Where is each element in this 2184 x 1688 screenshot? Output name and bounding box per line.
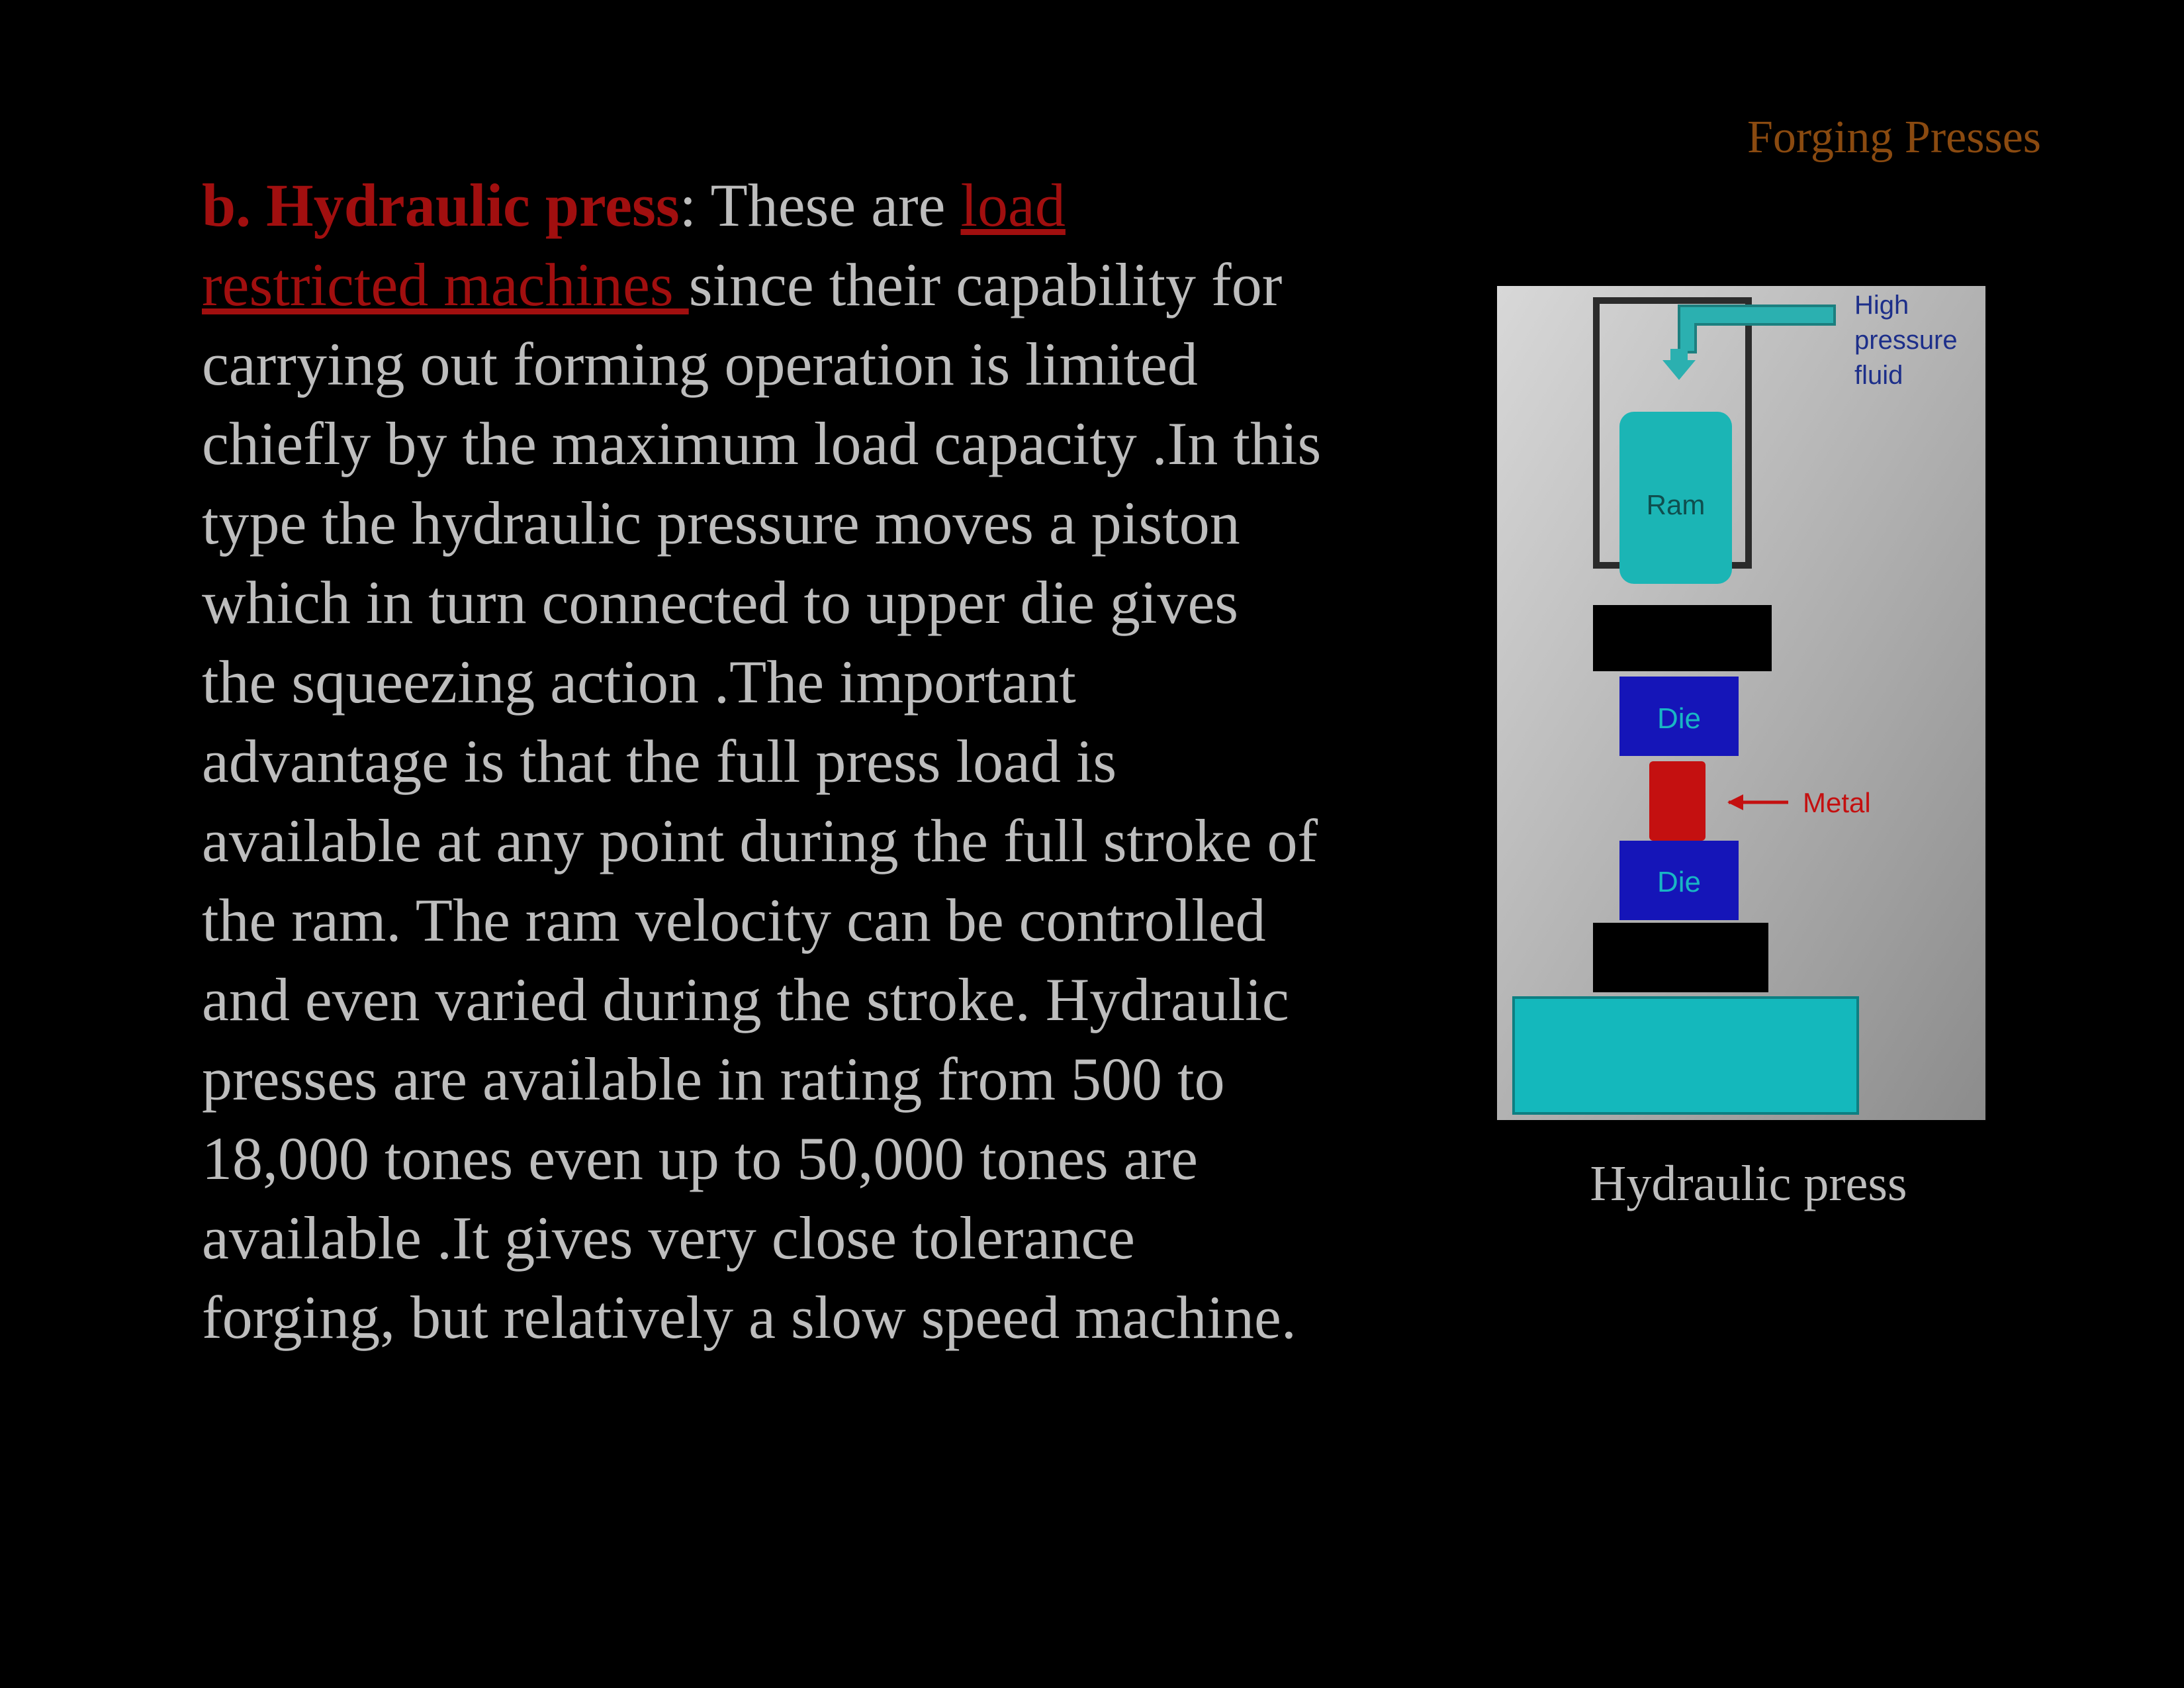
body-text-segment: chiefly by the maximum load capacity .In this <box>202 410 1322 477</box>
body-line <box>202 1039 1446 1119</box>
fluid-label-line3: fluid <box>1854 361 1903 390</box>
body-text-segment: the squeezing action .The important <box>202 648 1076 716</box>
body-text-segment: : These are <box>679 171 961 239</box>
press-base <box>1514 998 1858 1113</box>
body-text-segment: 18,000 tones even up to 50,000 tones are <box>202 1125 1198 1192</box>
highlighted-term: restricted machines <box>202 251 689 318</box>
body-text-segment: available .It gives very close tolerance <box>202 1204 1136 1272</box>
body-line <box>202 563 1446 642</box>
body-text-segment: since their capability for <box>688 251 1283 318</box>
body-text-segment: the ram. The ram velocity can be controlled <box>202 886 1266 954</box>
body-text-segment: and even varied during the stroke. Hydraulic <box>202 966 1289 1033</box>
body-text-segment: which in turn connected to upper die gives <box>202 569 1239 636</box>
body-line <box>202 1198 1446 1278</box>
body-line <box>202 1119 1446 1198</box>
fluid-label-line2: pressure <box>1854 326 1958 355</box>
body-line <box>202 642 1446 722</box>
diagram-background <box>1497 286 1985 1120</box>
body-line <box>202 722 1446 801</box>
body-text-segment: presses are available in rating from 500 to <box>202 1045 1225 1113</box>
body-line <box>202 801 1446 880</box>
body-line <box>202 324 1446 404</box>
highlighted-term: b. Hydraulic press <box>202 171 680 239</box>
body-text-segment: forging, but relatively a slow speed machine. <box>202 1284 1297 1351</box>
body-line <box>202 483 1446 563</box>
body-line <box>202 960 1446 1039</box>
header-title: Forging Presses <box>1747 112 2042 163</box>
upper-die-label: Die <box>1657 702 1702 735</box>
fluid-label-line1: High <box>1854 291 1909 320</box>
metal-workpiece <box>1649 761 1706 841</box>
body-line <box>202 245 1446 324</box>
lower-die-label: Die <box>1657 866 1702 898</box>
body-text-segment: available at any point during the full stroke of <box>202 807 1318 874</box>
highlighted-term: load <box>960 171 1066 239</box>
body-line <box>202 880 1446 960</box>
body-text-segment: type the hydraulic pressure moves a piston <box>202 489 1240 557</box>
ram-label: Ram <box>1646 489 1706 520</box>
body-line <box>202 165 1446 245</box>
body-line <box>202 404 1446 483</box>
body-text-segment: carrying out forming operation is limited <box>202 330 1198 398</box>
lower-platen <box>1593 923 1768 992</box>
figure-caption: Hydraulic press <box>1590 1156 1907 1211</box>
hydraulic-press-diagram <box>1497 286 1985 1120</box>
body-text-segment: advantage is that the full press load is <box>202 727 1117 795</box>
upper-platen <box>1593 605 1772 671</box>
body-line <box>202 1278 1446 1357</box>
metal-label: Metal <box>1803 787 1871 818</box>
body-paragraph <box>202 165 1446 1357</box>
